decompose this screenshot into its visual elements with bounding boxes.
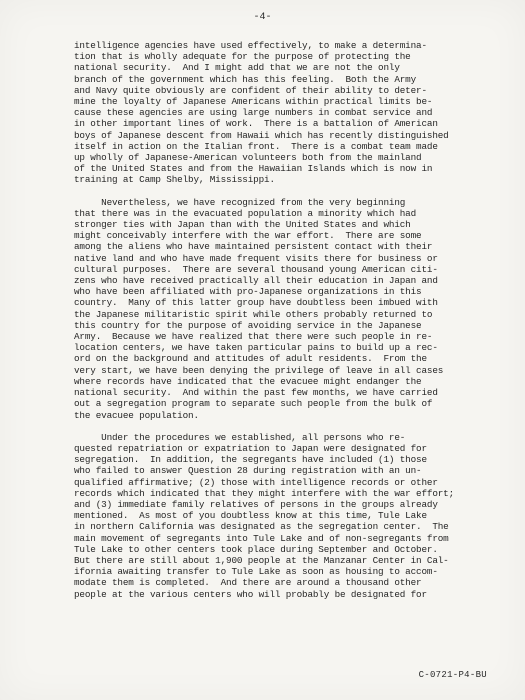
text-line: main movement of segregants into Tule Lake and of non-segregants from	[74, 532, 449, 544]
text-line: country. Many of this latter group have doubtless been imbued with	[74, 297, 438, 309]
text-line: among the aliens who have maintained persistent contact with their	[74, 241, 433, 253]
text-line: intelligence agencies have used effectively, to make a determina-	[74, 40, 427, 51]
text-line: mentioned. As most of you doubtless know at this time, Tule Lake	[74, 510, 427, 522]
text-line: this country for the purpose of avoiding service in the Japanese	[74, 319, 422, 331]
text-line: qualified affirmative; (2) those with intelligence records or other	[74, 476, 438, 488]
body-text	[74, 40, 494, 600]
text-line: in northern California was designated as the segregation center. The	[74, 521, 449, 533]
text-line: of the United States and from the Hawaiian Islands which is now in	[74, 163, 433, 175]
text-line: zens who have received practically all their education in Japan and	[74, 275, 438, 287]
text-line: national security. And I might add that we are not the only	[74, 62, 400, 74]
paragraph-2	[74, 197, 494, 421]
text-line: people at the various centers who will probably be designated for	[74, 588, 427, 600]
text-line: ifornia awaiting transfer to Tule Lake as soon as housing to accom-	[74, 566, 438, 578]
paragraph-spacer	[74, 186, 494, 197]
paragraph-3	[74, 432, 494, 600]
paragraph-1	[74, 40, 494, 186]
text-line: where records have indicated that the evacuee might endanger the	[74, 375, 422, 387]
text-line: up wholly of Japanese-American volunteers both from the mainland	[74, 152, 422, 164]
text-line: who have been affiliated with pro-Japanese organizations in this	[74, 286, 422, 298]
text-line: boys of Japanese descent from Hawaii which has recently distinguished	[74, 129, 449, 141]
text-line: training at Camp Shelby, Mississippi.	[74, 174, 275, 186]
text-line: stronger ties with Japan than with the United States and which	[74, 219, 411, 231]
text-line: ord on the background and attitudes of adult residents. From the	[74, 353, 427, 365]
text-line: that there was in the evacuated population a minority which had	[74, 207, 417, 219]
text-line: in other important lines of work. There is a battalion of American	[74, 118, 438, 130]
text-line: quested repatriation or expatriation to Japan were designated for	[74, 442, 427, 454]
text-line: mine the loyalty of Japanese Americans within practical limits be-	[74, 96, 433, 108]
text-line: the evacuee population.	[74, 409, 199, 421]
text-line: location centers, we have taken particular pains to build up a rec-	[74, 342, 438, 354]
page-number: -4-	[253, 12, 272, 23]
text-line: Nevertheless, we have recognized from the very beginning	[74, 196, 406, 208]
text-line: very start, we have been denying the privilege of leave in all cases	[74, 364, 444, 376]
text-line: cause these agencies are using large numbers in combat service and	[74, 107, 433, 119]
text-line: national security. And within the past few months, we have carried	[74, 387, 438, 399]
text-line: segregation. In addition, the segregants have included (1) those	[74, 454, 427, 466]
text-line: native land and who have made frequent visits there for business or	[74, 252, 438, 264]
text-line: Under the procedures we established, all persons who re-	[74, 431, 406, 443]
text-line: the Japanese militaristic spirit while others probably returned to	[74, 308, 433, 320]
text-line: branch of the government which has this feeling. Both the Army	[74, 73, 417, 85]
text-line: tion that is wholly adequate for the purpose of protecting the	[74, 51, 411, 63]
text-line: who failed to answer Question 28 during registration with an un-	[74, 465, 422, 477]
text-line: Tule Lake to other centers took place during September and October.	[74, 543, 438, 555]
text-line: But there are still about 1,900 people at the Manzanar Center in Cal-	[74, 554, 449, 566]
document-reference-code: C-0721-P4-BU	[418, 670, 487, 680]
text-line: out a segregation program to separate such people from the bulk of	[74, 398, 433, 410]
text-line: itself in action on the Italian front. There is a combat team made	[74, 140, 438, 152]
text-line: might conceivably interfere with the war effort. There are some	[74, 230, 422, 242]
text-line: and (3) immediate family relatives of persons in the groups already	[74, 498, 438, 510]
text-line: Army. Because we have realized that there were such people in re-	[74, 331, 433, 343]
text-line: and Navy quite obviously are confident of their ability to deter-	[74, 84, 427, 96]
text-line: modate them is completed. And there are around a thousand other	[74, 577, 422, 589]
text-line: records which indicated that they might interfere with the war effort;	[74, 487, 455, 499]
paragraph-spacer	[74, 421, 494, 432]
text-line: cultural purposes. There are several thousand young American citi-	[74, 263, 438, 275]
